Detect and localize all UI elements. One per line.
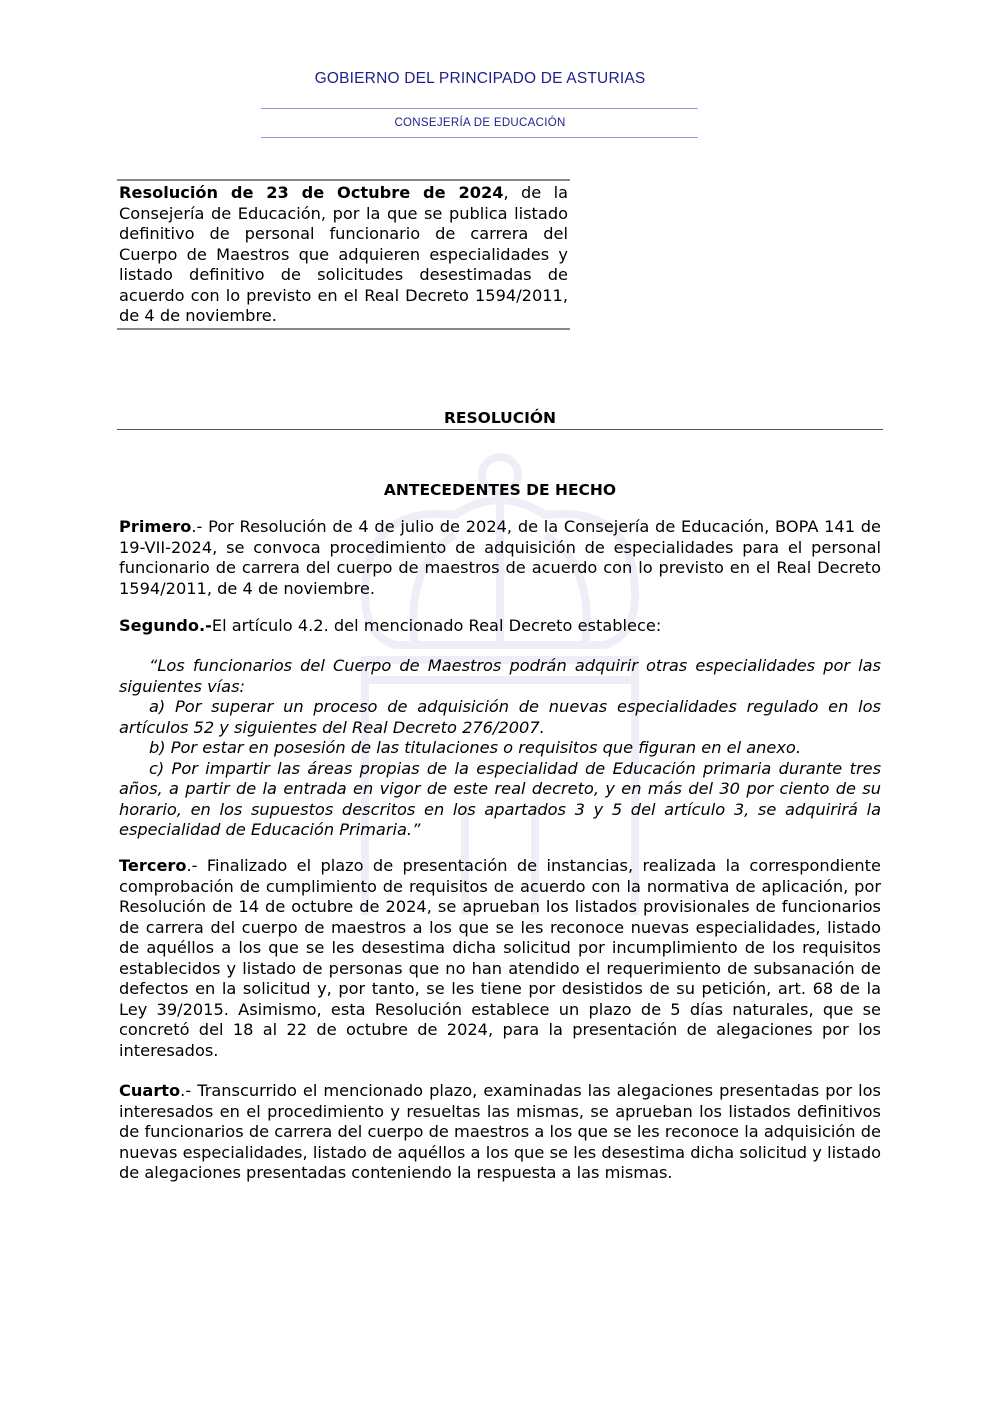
header-title: GOBIERNO DEL PRINCIPADO DE ASTURIAS <box>314 70 646 87</box>
paragraph-primero <box>119 517 881 599</box>
header-subtitle: CONSEJERÍA DE EDUCACIÓN <box>394 117 566 129</box>
cuarto-text: .- Transcurrido el mencionado plazo, examinadas las alegaciones presentadas por los interesados en el procedimiento y resueltas las mismas, se aprueban los listados definitivos de funcionarios de carrera del cuerpo de maestros a los que se les reconoce la adquisición de nuevas especialidades, listado de aquéllos a los que se les desestima dicha solicitud y listado de alegaciones presentadas conteniendo la respuesta a las mismas. <box>119 1081 881 1182</box>
tercero-label: Tercero <box>119 856 187 875</box>
heading-antecedentes: ANTECEDENTES DE HECHO <box>383 481 617 499</box>
header-divider <box>261 137 698 138</box>
paragraph-cuarto <box>119 1081 881 1184</box>
heading-resolucion <box>117 409 883 430</box>
quote-item-c: c) Por impartir las áreas propias de la especialidad de Educación primaria durante tres años, a partir de la entrada en vigor de este real decreto, y en más del 30 por ciento de su horario, en los supuestos descritos en los apartados 3 y 5 del artículo 3, se adquirirá la especialidad de Educación Primaria.” <box>119 758 881 839</box>
summary-body: , de la Consejería de Educación, por la que se publica listado definitivo de personal funcionario de carrera del Cuerpo de Maestros que adquieren especialidades y listado definitivo de solicitudes desestimadas de acuerdo con lo previsto en el Real Decreto 1594/2011, de 4 de noviembre. <box>119 183 568 325</box>
cuarto-label: Cuarto <box>119 1081 181 1100</box>
resolution-summary <box>117 179 570 330</box>
paragraph-segundo <box>119 616 881 637</box>
heading-resolucion-text: RESOLUCIÓN <box>443 409 557 427</box>
paragraph-tercero <box>119 856 881 1061</box>
segundo-text: El artículo 4.2. del mencionado Real Decreto establece: <box>211 616 662 635</box>
quote-item-b: b) Por estar en posesión de las titulaciones o requisitos que figuran en el anexo. <box>149 738 801 757</box>
quote-item-a: a) Por superar un proceso de adquisición de nuevas especialidades regulado en los artículos 52 y siguientes del Real Decreto 276/2007. <box>119 697 881 737</box>
primero-text: .- Por Resolución de 4 de julio de 2024, de la Consejería de Educación, BOPA 141 de 19-VII-2024, se convoca procedimiento de adquisición de especialidades para el personal funcionario de carrera del cuerpo de maestros de acuerdo con lo previsto en el Real Decreto 1594/2011, de 4 de noviembre. <box>119 517 881 598</box>
header-divider <box>261 108 698 109</box>
tercero-text: .- Finalizado el plazo de presentación de instancias, realizada la correspondiente comprobación de cumplimiento de requisitos de acuerdo con la normativa de aplicación, por Resolución de 14 de octubre de 2024, se aprueban los listados provisionales de funcionarios de carrera del cuerpo de maestros a los que se les reconoce nuevas especialidades, listado de aquéllos a los que se les desestima dicha solicitud por incumplimiento de los requisitos establecidos y listado de personas que no han atendido el requerimiento de subsanación de defectos en la solicitud y, por tanto, se les tiene por desistidos de su petición, art. 68 de la Ley 39/2015. Asimismo, esta Resolución establece un plazo de 5 días naturales, que se concretó del 18 al 22 de octubre de 2024, para la presentación de alegaciones por los interesados. <box>119 856 881 1060</box>
legal-quote <box>119 656 881 841</box>
quote-intro: “Los funcionarios del Cuerpo de Maestros podrán adquirir otras especialidades por las siguientes vías: <box>119 656 881 696</box>
summary-text <box>119 183 568 327</box>
segundo-label: Segundo.- <box>119 616 212 635</box>
primero-label: Primero <box>119 517 192 536</box>
summary-bold-lead: Resolución de 23 de Octubre de 2024 <box>119 183 504 202</box>
